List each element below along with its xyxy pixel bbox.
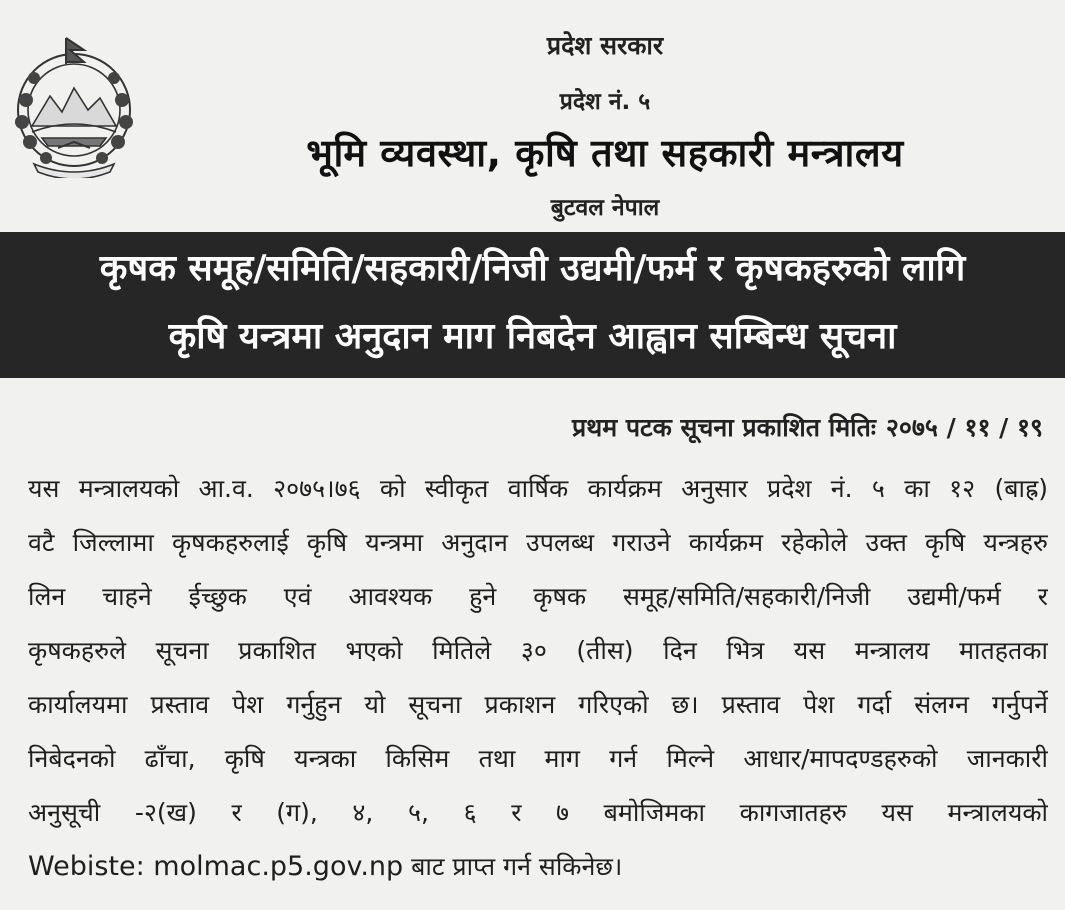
nepal-government-emblem-icon xyxy=(8,30,140,178)
body-line: निबेदनको ढाँचा, कृषि यन्त्रका किसिम तथा माग गर्न मिल्ने आधार/मापदण्डहरुको जानकारी xyxy=(28,744,1048,773)
publication-date-value: २०७५ / ११ / १९ xyxy=(885,413,1043,442)
notice-body xyxy=(28,462,1048,894)
publication-date-label: प्रथम पटक सूचना प्रकाशित मितिः xyxy=(572,413,876,442)
ministry-title: भूमि व्यवस्था, कृषि तथा सहकारी मन्त्रालय xyxy=(306,131,904,175)
location-title: बुटवल नेपाल xyxy=(550,195,660,221)
province-title: प्रदेश नं. ५ xyxy=(559,89,651,115)
banner-line-1: कृषक समूह/समिति/सहकारी/निजी उद्यमी/फर्म र कृषकहरुको लागि xyxy=(99,248,966,289)
banner-line-2: कृषि यन्त्रमा अनुदान माग निबदेन आह्वान सम्बिन्ध सूचना xyxy=(168,316,897,357)
body-line: कार्यालयमा प्रस्ताव पेश गर्नुहुन यो सूचना प्रकाशन गरिएको छ। प्रस्ताव पेश गर्दा संलग्न गर्नुपर्ने xyxy=(28,690,1048,719)
body-line: कृषकहरुले सूचना प्रकाशित भएको मितिले ३० (तीस) दिन भित्र यस मन्त्रालय मातहतका xyxy=(28,636,1048,665)
government-title: प्रदेश सरकार xyxy=(546,31,664,60)
body-line: वटै जिल्लामा कृषकहरुलाई कृषि यन्त्रमा अनुदान उपलब्ध गराउने कार्यक्रम रहेकोले उक्त कृषि यन्त्रहरु xyxy=(28,528,1048,557)
body-last-line-rest: बाट प्राप्त गर्न सकिनेछ। xyxy=(403,852,623,881)
notice-banner xyxy=(0,232,1065,378)
body-line: यस मन्त्रालयको आ.व. २०७५।७६ को स्वीकृत वार्षिक कार्यक्रम अनुसार प्रदेश नं. ५ का १२ (बाह्र) xyxy=(28,474,1048,503)
publication-date-row xyxy=(572,410,1043,444)
body-line: अनुसूची -२(ख) र (ग), ४, ५, ६ र ७ बमोजिमका कागजातहरु यस मन्त्रालयको xyxy=(28,798,1048,827)
website-link[interactable]: Webiste: molmac.p5.gov.np xyxy=(28,851,404,882)
body-line: लिन चाहने ईच्छुक एवं आवश्यक हुने कृषक समूह/समिति/सहकारी/निजी उद्यमी/फर्म र xyxy=(28,582,1048,611)
body-last-line xyxy=(28,840,1048,894)
